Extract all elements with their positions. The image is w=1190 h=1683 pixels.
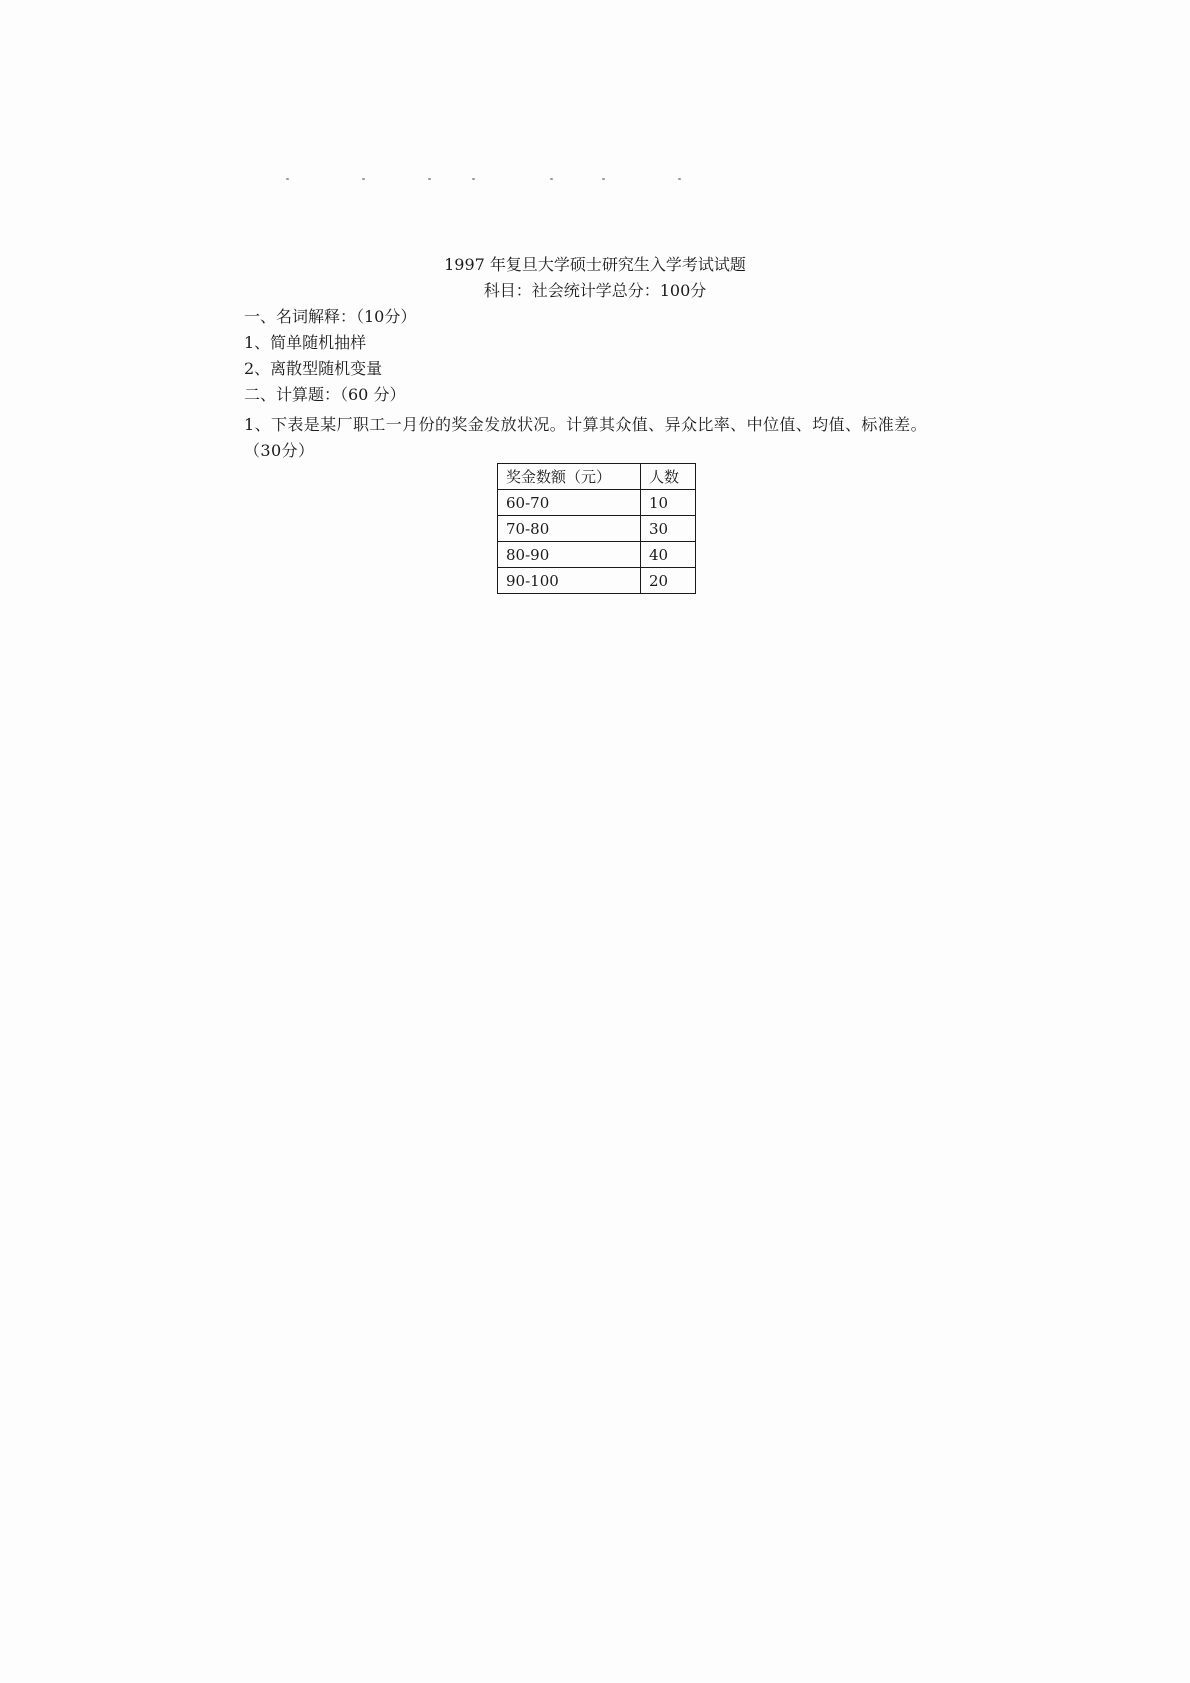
table-cell-count: 30 bbox=[641, 516, 696, 542]
scan-speck bbox=[472, 178, 475, 180]
bonus-table bbox=[497, 463, 696, 594]
table-cell-amount: 70-80 bbox=[498, 516, 641, 542]
table-header-row bbox=[498, 464, 696, 490]
scan-speck bbox=[678, 178, 681, 180]
scan-speck bbox=[362, 178, 365, 180]
scan-speck bbox=[286, 178, 289, 180]
table-cell-count: 40 bbox=[641, 542, 696, 568]
table-row bbox=[498, 490, 696, 516]
table-row bbox=[498, 516, 696, 542]
column-header-count: 人数 bbox=[641, 464, 696, 490]
table-row bbox=[498, 568, 696, 594]
table-cell-amount: 90-100 bbox=[498, 568, 641, 594]
section-heading-definitions: 一、名词解释：（10分） bbox=[244, 307, 417, 326]
scan-speck bbox=[550, 178, 553, 180]
exam-subtitle: 科目：社会统计学总分：100分 bbox=[483, 281, 707, 300]
table-cell-amount: 80-90 bbox=[498, 542, 641, 568]
table-row bbox=[498, 542, 696, 568]
table-cell-amount: 60-70 bbox=[498, 490, 641, 516]
calculation-question-1: 1、下表是某厂职工一月份的奖金发放状况。计算其众值、异众比率、中位值、均值、标准差。（30分） bbox=[244, 415, 927, 460]
definition-item-1: 1、简单随机抽样 bbox=[244, 333, 367, 352]
column-header-bonus-amount: 奖金数额（元） bbox=[498, 464, 641, 490]
definition-item-2: 2、离散型随机变量 bbox=[244, 359, 383, 378]
section-heading-calculation: 二、计算题：（60 分） bbox=[244, 385, 406, 404]
scan-specks bbox=[250, 178, 690, 186]
scan-speck bbox=[428, 178, 431, 180]
exam-title: 1997 年复旦大学硕士研究生入学考试试题 bbox=[444, 255, 746, 274]
table-cell-count: 20 bbox=[641, 568, 696, 594]
scan-speck bbox=[602, 178, 605, 180]
table-cell-count: 10 bbox=[641, 490, 696, 516]
